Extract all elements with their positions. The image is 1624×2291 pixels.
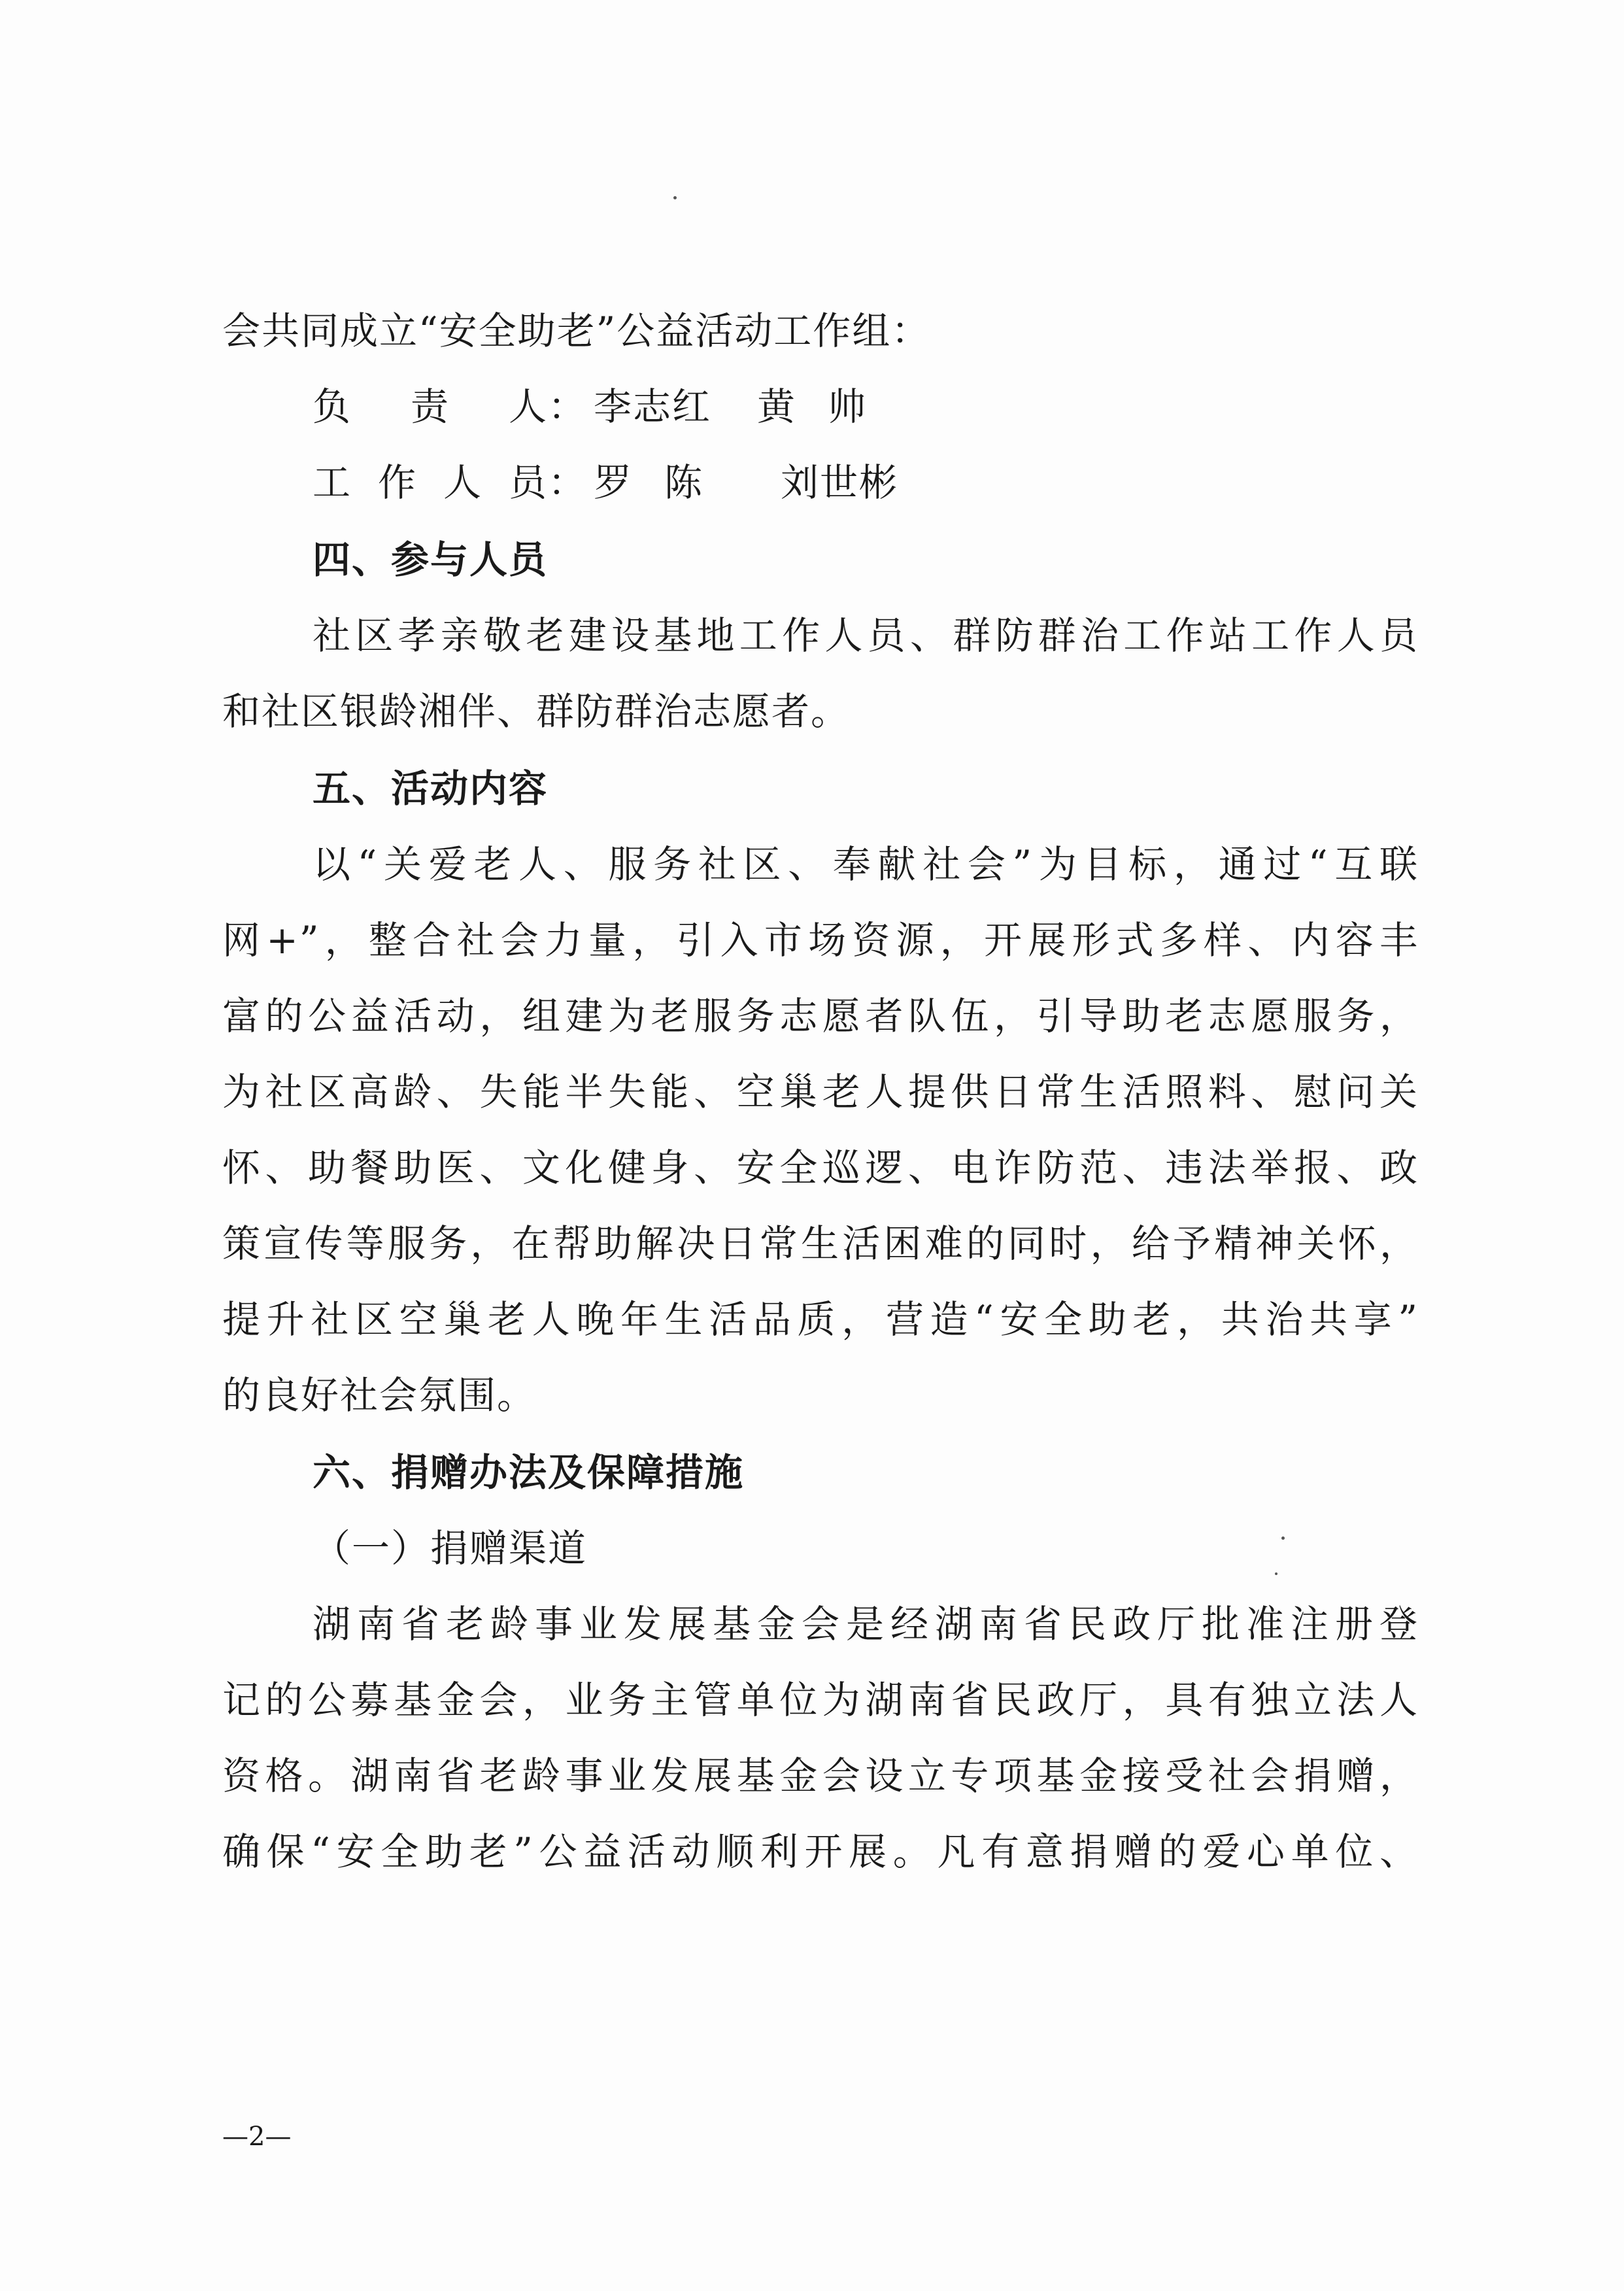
paragraph-line: 怀、助餐助医、文化健身、安全巡逻、电诈防范、违法举报、政	[222, 1146, 1419, 1190]
roster-staff-name: 罗陈	[594, 460, 736, 505]
paragraph-line: 网+”，整合社会力量，引入市场资源，开展形式多样、内容丰	[222, 918, 1419, 962]
roster-staff-name: 刘世彬	[781, 460, 899, 505]
section-heading: 五、活动内容	[313, 766, 549, 811]
roster-leader-name: 黄帅	[757, 384, 899, 429]
paragraph-line: 湖南省老龄事业发展基金会是经湖南省民政厅批准注册登	[313, 1602, 1419, 1646]
paragraph-line: 为社区高龄、失能半失能、空巢老人提供日常生活照料、慰问关	[222, 1070, 1419, 1114]
roster-leader-name: 李志红	[594, 384, 712, 429]
paragraph-line: 社区孝亲敬老建设基地工作人员、群防群治工作站工作人员	[313, 613, 1419, 658]
paragraph-line: 的良好社会氛围。	[222, 1373, 537, 1417]
roster-leader-row	[313, 381, 1419, 433]
paragraph-line: 资格。湖南省老龄事业发展基金会设立专项基金接受社会捐赠，	[222, 1754, 1419, 1798]
paragraph-line: 会共同成立“安全助老”公益活动工作组：	[222, 309, 931, 353]
roster-staff-colon: ：	[548, 460, 588, 505]
paragraph-line: 和社区银龄湘伴、群防群治志愿者。	[222, 689, 851, 734]
paragraph-line: 富的公益活动，组建为老服务志愿者队伍，引导助老志愿服务，	[222, 994, 1419, 1038]
roster-staff-label: 工作人员	[313, 460, 548, 505]
subsection-heading: （一）捐赠渠道	[313, 1526, 588, 1570]
roster-leader-label: 负责人	[313, 384, 548, 429]
paragraph-line: 策宣传等服务，在帮助解决日常生活困难的同时，给予精神关怀，	[222, 1221, 1419, 1266]
scan-speck	[1281, 1536, 1285, 1540]
paragraph-line: 提升社区空巢老人晚年生活品质，营造“安全助老，共治共享”	[222, 1297, 1419, 1342]
roster-leader-colon: ：	[548, 384, 588, 429]
scan-speck	[673, 196, 677, 199]
section-heading: 四、参与人员	[313, 537, 549, 582]
roster-staff-row	[313, 456, 1419, 509]
paragraph-line: 以“关爱老人、服务社区、奉献社会”为目标，通过“互联	[313, 842, 1419, 887]
page-number: —2—	[222, 2122, 292, 2152]
section-heading: 六、捐赠办法及保障措施	[313, 1450, 745, 1495]
scan-speck	[1275, 1572, 1277, 1575]
paragraph-line: 确保“安全助老”公益活动顺利开展。凡有意捐赠的爱心单位、	[222, 1829, 1419, 1874]
paragraph-line: 记的公募基金会，业务主管单位为湖南省民政厅，具有独立法人	[222, 1678, 1419, 1722]
